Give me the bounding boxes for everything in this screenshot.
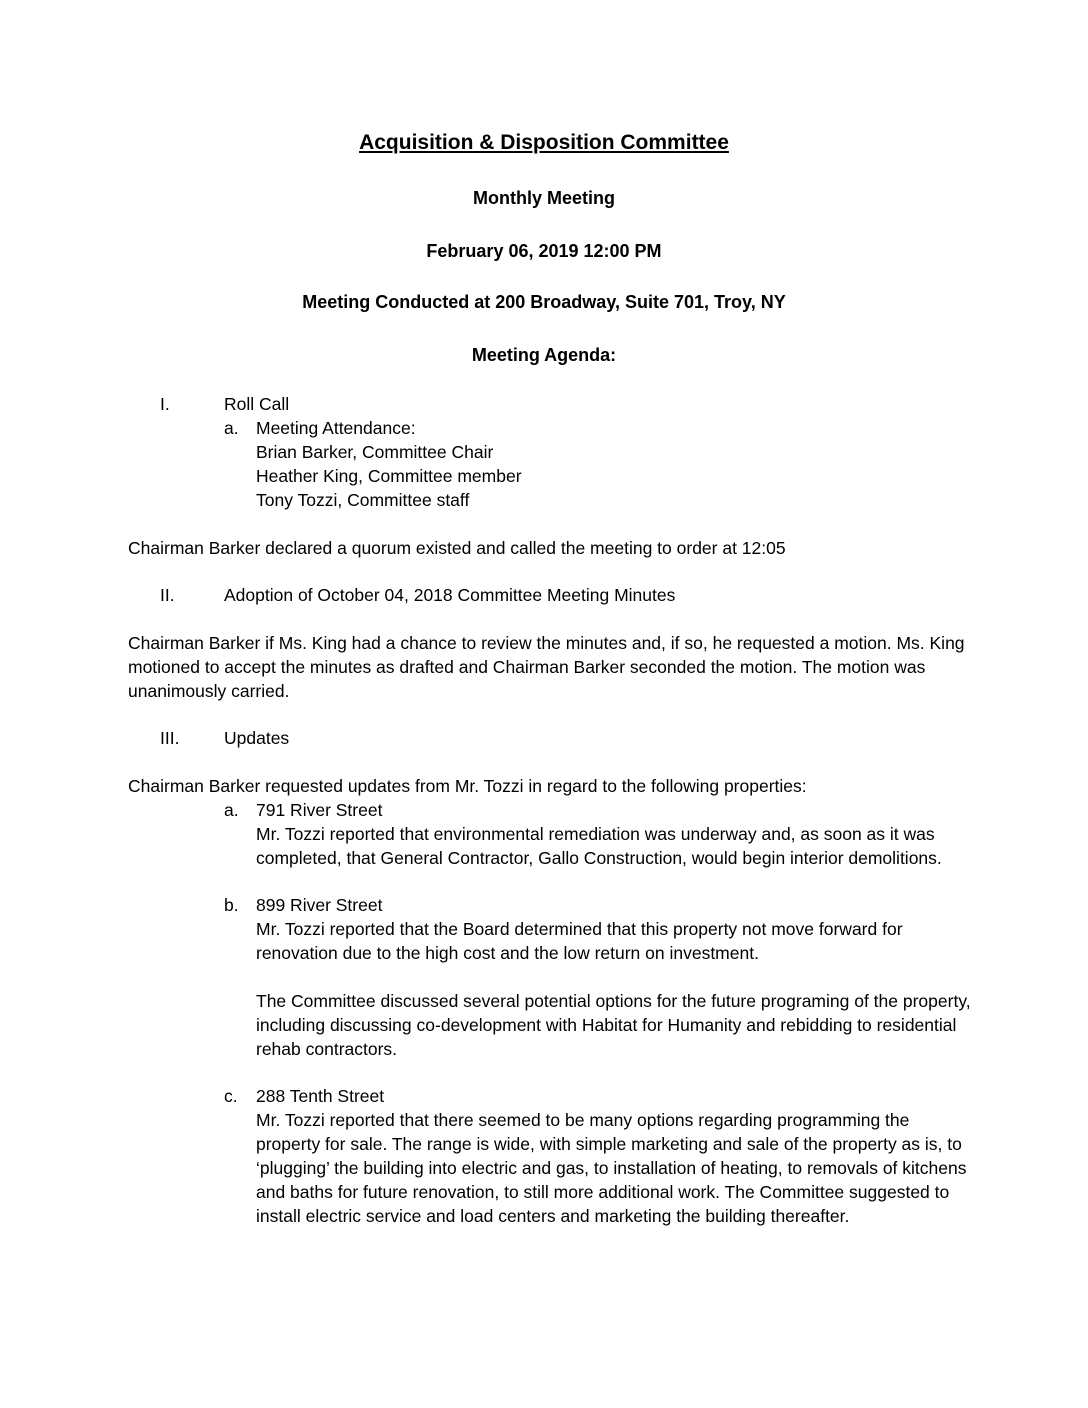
- attendee: Tony Tozzi, Committee staff: [256, 490, 470, 510]
- agenda-label: Meeting Agenda:: [471, 345, 617, 365]
- property-report: Mr. Tozzi reported that there seemed to be many options regarding programming the property for sale. The range is wide, with simple marketing and sale of the property as is, to ‘plugging’ the building into electric and gas, to installation of heating, to removals of kitchens and baths for future renovation, to still more additional work. The Committee suggested to install electric service and load centers and marketing the building thereafter.: [256, 1110, 967, 1226]
- meeting-type: Monthly Meeting: [473, 188, 615, 208]
- property-letter: c.: [224, 1086, 238, 1106]
- updates-intro: Chairman Barker requested updates from Mr. Tozzi in regard to the following properties:: [128, 776, 807, 796]
- attendance-heading: Meeting Attendance:: [256, 418, 416, 438]
- quorum-note: Chairman Barker declared a quorum existed and called the meeting to order at 12:05: [128, 538, 786, 558]
- section-title-updates: Updates: [224, 728, 290, 748]
- minutes-paragraph: Chairman Barker if Ms. King had a chance to review the minutes and, if so, he requested a motion. Ms. King motioned to accept the minutes as drafted and Chairman Barker seconded the motion. The motion was unanimously carried.: [128, 633, 965, 701]
- section-numeral: II.: [160, 585, 175, 605]
- attendee: Brian Barker, Committee Chair: [256, 442, 494, 462]
- attendee: Heather King, Committee member: [256, 466, 522, 486]
- property-letter: b.: [224, 895, 239, 915]
- property-report: Mr. Tozzi reported that the Board determined that this property not move forward for renovation due to the high cost and the low return on investment.: [256, 919, 903, 963]
- property-letter: a.: [224, 800, 239, 820]
- section-title-minutes: Adoption of October 04, 2018 Committee Meeting Minutes: [224, 585, 676, 605]
- meeting-location: Meeting Conducted at 200 Broadway, Suite 701, Troy, NY: [302, 292, 786, 312]
- sub-item-letter: a.: [224, 418, 239, 438]
- document-title: Acquisition & Disposition Committee: [359, 131, 729, 154]
- property-discussion: The Committee discussed several potential options for the future programing of the property, including discussing co-development with Habitat for Humanity and rebidding to residential rehab contractors.: [256, 991, 971, 1059]
- section-numeral: I.: [160, 394, 170, 414]
- property-title: 288 Tenth Street: [256, 1086, 385, 1106]
- property-title: 899 River Street: [256, 895, 383, 915]
- section-title-roll-call: Roll Call: [224, 394, 290, 414]
- meeting-datetime: February 06, 2019 12:00 PM: [426, 241, 662, 261]
- property-title: 791 River Street: [256, 800, 383, 820]
- section-numeral: III.: [160, 728, 180, 748]
- property-report: Mr. Tozzi reported that environmental remediation was underway and, as soon as it was completed, that General Contractor, Gallo Construction, would begin interior demolitions.: [256, 824, 942, 868]
